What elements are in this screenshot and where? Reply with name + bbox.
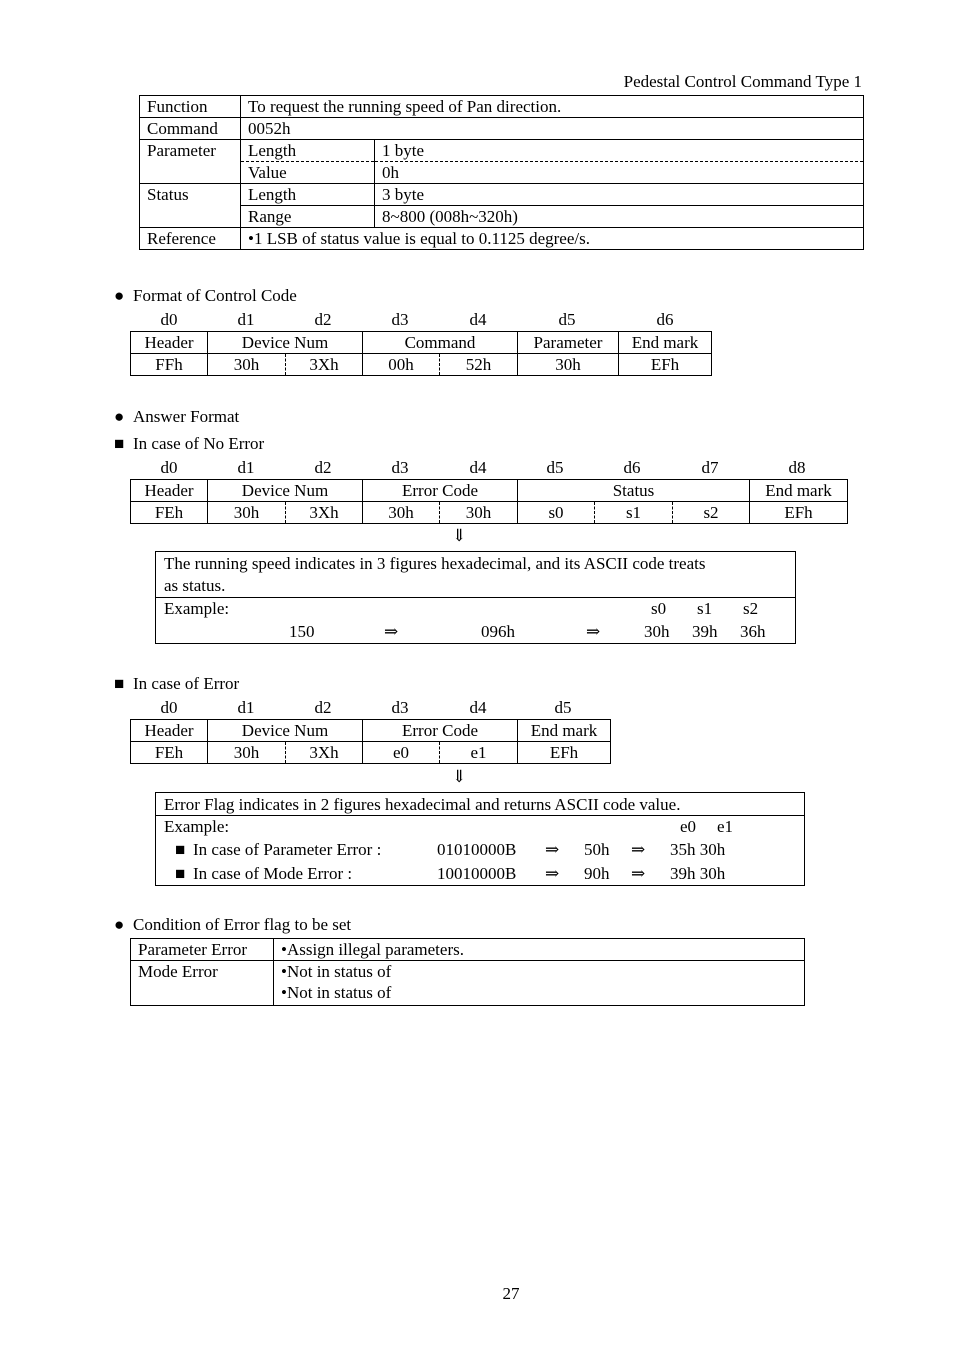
header-title: Pedestal Control Command Type 1 (623, 72, 862, 91)
condition-heading (114, 914, 351, 936)
ne-value-d8: EFh (750, 502, 848, 524)
status-length-label: Length (241, 184, 375, 206)
control-code-heading (114, 285, 297, 307)
ne-header-status: Status (518, 480, 750, 502)
spec-table (139, 95, 864, 250)
error-note-line1: Error Flag indicates in 2 figures hexadecimal and returns ASCII code value. (164, 795, 681, 814)
no-error-heading-text: In case of No Error (133, 434, 265, 453)
control-code-ticks (0, 310, 954, 330)
cc-header-header: Header (131, 332, 208, 354)
param-error-ascii: 35h 30h (670, 840, 726, 859)
param-error-value: •Assign illegal parameters. (274, 939, 805, 961)
bullet-square-icon: ■ (175, 840, 186, 859)
no-error-heading (114, 433, 264, 455)
tick-d5: d5 (558, 310, 576, 329)
example-col-e0: e0 (680, 817, 697, 836)
param-error-label: Parameter Error (131, 939, 274, 961)
ne-header-header: Header (131, 480, 208, 502)
tick-d1: d1 (237, 310, 255, 329)
tick-d6: d6 (623, 458, 641, 477)
bullet-square-icon: ■ (114, 434, 125, 453)
cc-value-d2: 3Xh (286, 354, 363, 376)
param-error-case: In case of Parameter Error : (193, 840, 382, 859)
mode-error-value (274, 961, 805, 1006)
status-range-label: Range (241, 206, 375, 228)
right-arrow-icon: ⇒ (545, 840, 560, 859)
cc-value-d3: 00h (363, 354, 440, 376)
tick-d6: d6 (656, 310, 674, 329)
example-hex: 096h (481, 622, 515, 641)
example-ascii-s2: 36h (740, 622, 766, 641)
example-decimal: 150 (289, 622, 315, 641)
mode-error-ascii: 39h 30h (670, 864, 726, 883)
reference-label: Reference (140, 228, 241, 250)
ne-value-d7: s2 (673, 502, 750, 524)
example-col-e1: e1 (717, 817, 734, 836)
param-length-value: 1 byte (375, 140, 864, 162)
cc-header-end-mark: End mark (619, 332, 712, 354)
ne-value-d5: s0 (518, 502, 595, 524)
error-heading-text: In case of Error (133, 674, 240, 693)
right-arrow-icon: ⇒ (631, 864, 646, 883)
tick-d5: d5 (546, 458, 564, 477)
mode-error-label: Mode Error (131, 961, 274, 1006)
example-col-s0: s0 (651, 599, 667, 618)
tick-d1: d1 (237, 458, 255, 477)
mode-error-case: In case of Mode Error : (193, 864, 353, 883)
er-header-end-mark: End mark (518, 720, 611, 742)
mode-error-value-line2: •Not in status of (281, 983, 392, 1002)
answer-format-heading (114, 406, 239, 428)
cc-value-d1: 30h (208, 354, 286, 376)
mode-error-hex: 90h (584, 864, 610, 883)
ne-header-end-mark: End mark (750, 480, 848, 502)
bullet-square-icon: ■ (114, 674, 125, 693)
ne-value-d0: FEh (131, 502, 208, 524)
cc-value-d6: EFh (619, 354, 712, 376)
no-error-note-box (155, 551, 796, 644)
param-error-bin: 01010000B (437, 840, 517, 859)
ne-value-d1: 30h (208, 502, 286, 524)
reference-value: •1 LSB of status value is equal to 0.1125 degree/s. (241, 228, 864, 250)
tick-d8: d8 (788, 458, 806, 477)
cc-value-d5: 30h (518, 354, 619, 376)
condition-table (130, 938, 805, 1006)
ne-header-error-code: Error Code (363, 480, 518, 502)
function-value: To request the running speed of Pan direction. (241, 96, 864, 118)
tick-d0: d0 (160, 310, 178, 329)
tick-d5: d5 (554, 698, 572, 717)
er-value-d5: EFh (518, 742, 611, 764)
cc-header-device-num: Device Num (208, 332, 363, 354)
tick-d3: d3 (391, 698, 409, 717)
param-value-value: 0h (375, 162, 864, 184)
tick-d4: d4 (469, 310, 487, 329)
tick-d4: d4 (469, 698, 487, 717)
status-range-value: 8~800 (008h~320h) (375, 206, 864, 228)
page-number: 27 (502, 1284, 520, 1303)
right-arrow-icon: ⇒ (545, 864, 560, 883)
bullet-circle-icon: ● (114, 407, 125, 426)
error-example-label: Example: (164, 817, 230, 836)
tick-d0: d0 (160, 698, 178, 717)
tick-d7: d7 (701, 458, 719, 477)
param-error-hex: 50h (584, 840, 610, 859)
er-value-d2: 3Xh (286, 742, 363, 764)
param-value-label: Value (241, 162, 375, 184)
tick-d4: d4 (469, 458, 487, 477)
tick-d3: d3 (391, 458, 409, 477)
down-arrow-icon: ⇓ (452, 767, 467, 786)
tick-d2: d2 (314, 310, 332, 329)
bullet-circle-icon: ● (114, 915, 125, 934)
cc-value-d4: 52h (440, 354, 518, 376)
parameter-label: Parameter (140, 140, 241, 184)
er-value-d0: FEh (131, 742, 208, 764)
cc-header-parameter: Parameter (518, 332, 619, 354)
tick-d0: d0 (160, 458, 178, 477)
control-code-heading-text: Format of Control Code (133, 286, 297, 305)
command-value: 0052h (241, 118, 864, 140)
command-label: Command (140, 118, 241, 140)
no-error-note-line1: The running speed indicates in 3 figures hexadecimal, and its ASCII code treats (164, 554, 706, 573)
ne-value-d3: 30h (363, 502, 440, 524)
no-error-note-line2: as status. (164, 576, 226, 595)
param-length-label: Length (241, 140, 375, 162)
no-error-ticks (0, 458, 954, 478)
example-ascii-s0: 30h (644, 622, 670, 641)
status-label: Status (140, 184, 241, 228)
right-arrow-icon: ⇒ (384, 622, 399, 641)
cc-header-command: Command (363, 332, 518, 354)
ne-header-device-num: Device Num (208, 480, 363, 502)
tick-d3: d3 (391, 310, 409, 329)
example-col-s2: s2 (743, 599, 759, 618)
error-ticks (0, 698, 954, 718)
tick-d2: d2 (314, 458, 332, 477)
cc-value-d0: FFh (131, 354, 208, 376)
bullet-square-icon: ■ (175, 864, 186, 883)
er-value-d4: e1 (440, 742, 518, 764)
ne-value-d6: s1 (595, 502, 673, 524)
tick-d2: d2 (314, 698, 332, 717)
control-code-table (130, 331, 712, 376)
condition-heading-text: Condition of Error flag to be set (133, 915, 352, 934)
status-length-value: 3 byte (375, 184, 864, 206)
down-arrow-icon: ⇓ (452, 526, 467, 545)
no-error-table (130, 479, 848, 524)
bullet-circle-icon: ● (114, 286, 125, 305)
example-ascii-s1: 39h (692, 622, 718, 641)
function-label: Function (140, 96, 241, 118)
error-heading (114, 673, 239, 695)
no-error-example-label: Example: (164, 599, 230, 618)
er-header-header: Header (131, 720, 208, 742)
answer-format-heading-text: Answer Format (133, 407, 240, 426)
er-header-device-num: Device Num (208, 720, 363, 742)
ne-value-d2: 3Xh (286, 502, 363, 524)
er-header-error-code: Error Code (363, 720, 518, 742)
right-arrow-icon: ⇒ (586, 622, 601, 641)
example-col-s1: s1 (697, 599, 713, 618)
right-arrow-icon: ⇒ (631, 840, 646, 859)
ne-value-d4: 30h (440, 502, 518, 524)
er-value-d1: 30h (208, 742, 286, 764)
mode-error-value-line1: •Not in status of (281, 962, 392, 981)
error-table (130, 719, 611, 764)
error-note-box (155, 792, 805, 886)
mode-error-bin: 10010000B (437, 864, 517, 883)
tick-d1: d1 (237, 698, 255, 717)
er-value-d3: e0 (363, 742, 440, 764)
